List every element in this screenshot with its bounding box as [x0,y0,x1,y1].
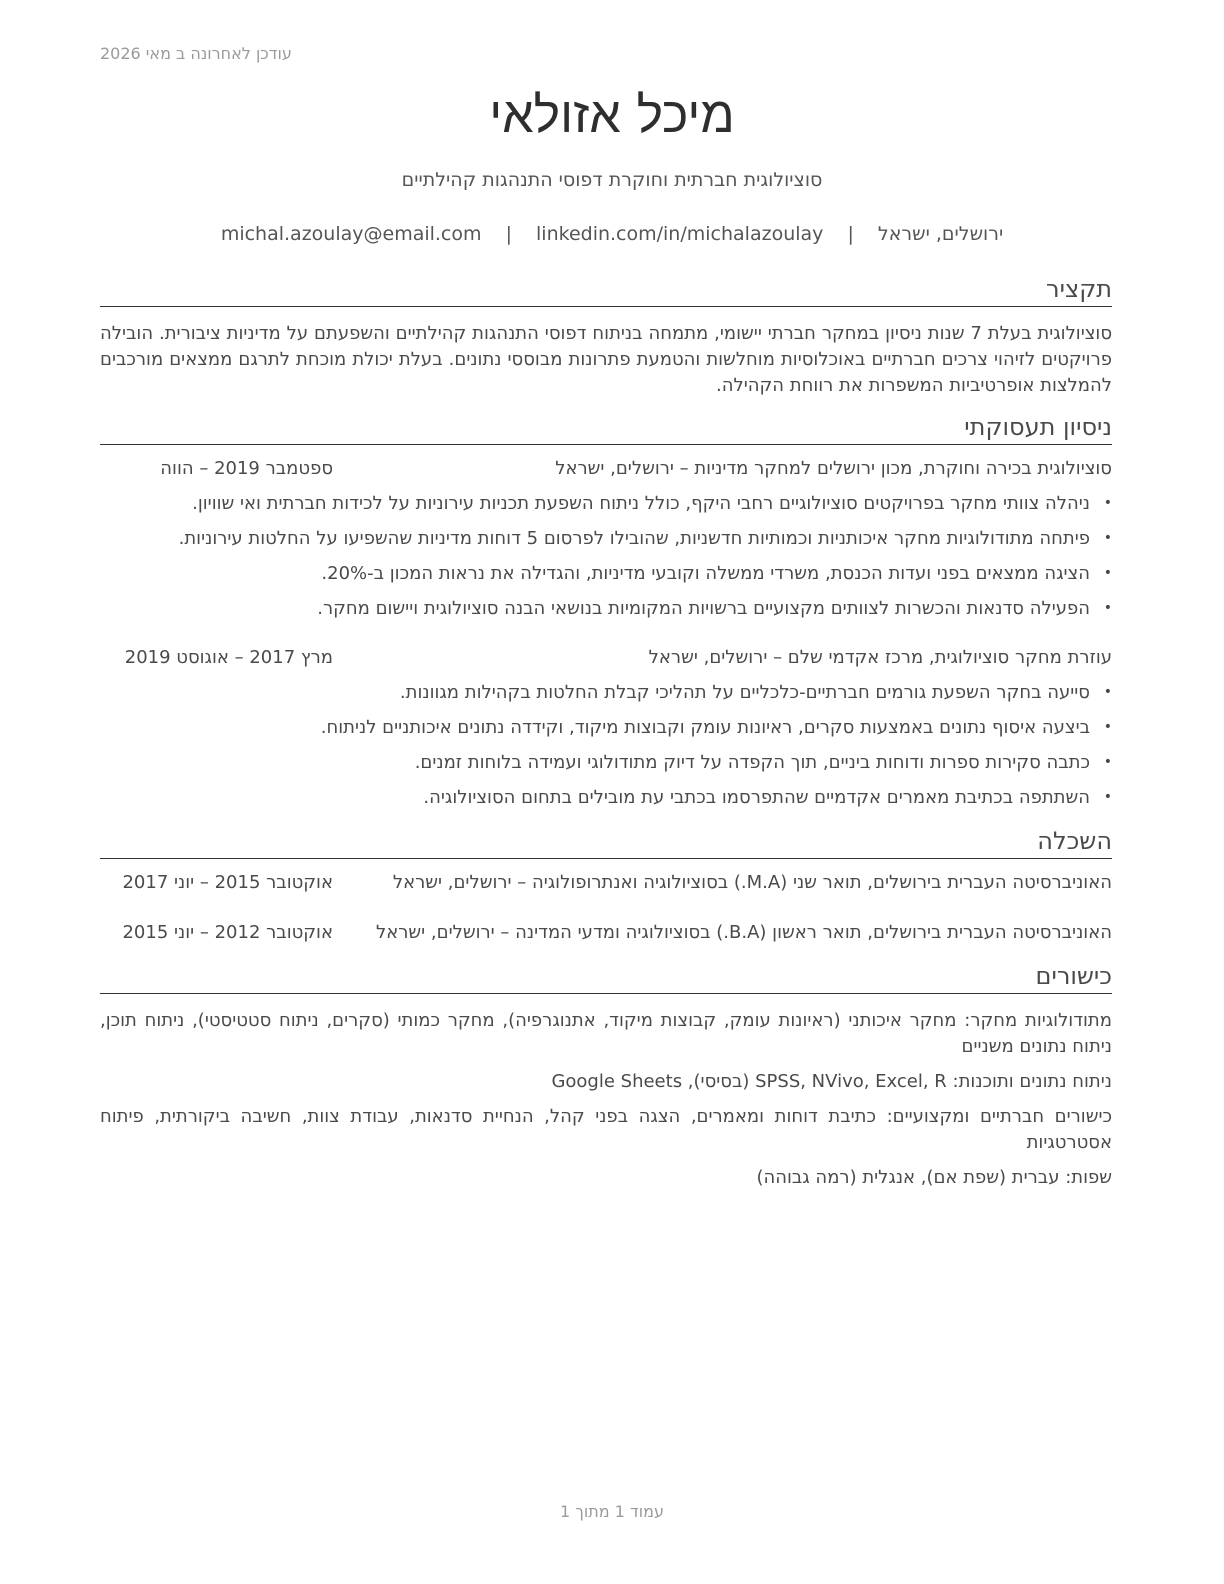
job-bullet: • פיתחה מתודולוגיות מחקר איכותניות וכמותיות חדשניות, שהובילו לפרסום 5 דוחות מדיניות שהשפיעו על החלטות עירוניות. [100,521,1090,556]
job-bullet: • הציגה ממצאים בפני ועדות הכנסת, משרדי ממשלה וקובעי מדיניות, והגדילה את נראות המכון ב-20%. [100,556,1090,591]
contact-line [0,223,1224,245]
job-bullets [100,675,1112,815]
job-entry [100,645,1112,815]
job-bullet: • השתתפה בכתיבת מאמרים אקדמיים שהתפרסמו בכתבי עת מובילים בתחום הסוציולוגיה. [100,780,1090,815]
contact-separator: | [505,223,512,245]
summary-title: תקציר [100,274,1112,307]
job-title-employer: עוזרת מחקר סוציולוגית, מרכז אקדמי שלם – ירושלים, ישראל [648,647,1112,668]
candidate-name: מיכל אזולאי [489,86,735,144]
skills-section [100,961,1112,1191]
contact-email[interactable]: michal.azoulay@email.com [220,223,482,245]
education-entry [100,920,1112,946]
education-heading-row [100,920,1112,946]
education-dates: אוקטובר 2012 – יוני 2015 [122,922,333,943]
contact-linkedin[interactable]: linkedin.com/in/michalazoulay [536,223,824,245]
job-entry [100,456,1112,626]
contact-location: ירושלים, ישראל [877,223,1004,245]
job-title-employer: סוציולוגית בכירה וחוקרת, מכון ירושלים למחקר מדיניות – ירושלים, ישראל [555,458,1112,479]
skill-line: שפות: עברית (שפת אם), אנגלית (רמה גבוהה) [756,1167,1112,1188]
education-title: השכלה [100,826,1112,859]
summary-section [100,274,1112,399]
experience-title: ניסיון תעסוקתי [100,412,1112,445]
contact-separator: | [847,223,854,245]
job-dates: ספטמבר 2019 – הווה [160,458,333,479]
job-heading-row [100,645,1112,671]
experience-section [100,412,1112,445]
last-updated-note: עודכן לאחרונה ב מאי 2026 [100,44,292,63]
skill-line: כישורים חברתיים ומקצועיים: כתיבת דוחות ומאמרים, הצגה בפני קהל, הנחיית סדנאות, עבודת צוות, חשיבה ביקורתית, פיתוח אסטרטגיות [100,1106,1112,1153]
candidate-headline: סוציולוגית חברתית וחוקרת דפוסי התנהגות קהילתיים [401,169,823,191]
education-section [100,826,1112,859]
job-bullets [100,486,1112,626]
skill-line: מתודולוגיות מחקר: מחקר איכותני (ראיונות עומק, קבוצות מיקוד, אתנוגרפיה), מחקר כמותי (סקרים, ניתוח סטטיסטי), ניתוח תוכן, ניתוח נתונים משניים [100,1010,1112,1057]
job-bullet: • הפעילה סדנאות והכשרות לצוותים מקצועיים ברשויות המקומיות בנושאי הבנה סוציולוגית ויישום מחקר. [100,591,1090,626]
job-bullet: • סייעה בחקר השפעת גורמים חברתיים-כלכליים על תהליכי קבלת החלטות בקהילות מגוונות. [100,675,1090,710]
education-dates: אוקטובר 2015 – יוני 2017 [122,872,333,893]
page-number: עמוד 1 מתוך 1 [560,1502,664,1521]
job-bullet: • ביצעה איסוף נתונים באמצעות סקרים, ראיונות עומק וקבוצות מיקוד, וקידדה נתונים איכותניים לניתוח. [100,710,1090,745]
education-entry [100,870,1112,896]
degree-institution: האוניברסיטה העברית בירושלים, תואר שני (M.A.) בסוציולוגיה ואנתרופולוגיה – ירושלים, ישראל [392,872,1112,893]
job-dates: מרץ 2017 – אוגוסט 2019 [124,647,333,668]
job-heading-row [100,456,1112,482]
education-heading-row [100,870,1112,896]
job-bullet: • ניהלה צוותי מחקר בפרויקטים סוציולוגיים רחבי היקף, כולל ניתוח השפעת תכניות עירוניות על לכידות חברתית ואי שוויון. [100,486,1090,521]
skill-line: ניתוח נתונים ותוכנות: SPSS, NVivo, Excel, R (בסיסי), Google Sheets [551,1071,1112,1092]
skills-title: כישורים [100,961,1112,994]
summary-text: סוציולוגית בעלת 7 שנות ניסיון במחקר חברתי יישומי, מתמחה בניתוח דפוסי התנהגות קהילתיים והשפעתם על מדיניות ציבורית. הובילה פרויקטים לזיהוי צרכים חברתיים באוכלוסיות מוחלשות והטמעת פתרונות מבוססי נתונים. בעלת יכולת מוכחת לתרגם ממצאים מורכבים להמלצות אופרטיביות המשפרות את רווחת הקהילה. [100,323,1112,396]
degree-institution: האוניברסיטה העברית בירושלים, תואר ראשון (B.A.) בסוציולוגיה ומדעי המדינה – ירושלים, ישראל [376,922,1112,943]
job-bullet: • כתבה סקירות ספרות ודוחות ביניים, תוך הקפדה על דיוק מתודולוגי ועמידה בלוחות זמנים. [100,745,1090,780]
